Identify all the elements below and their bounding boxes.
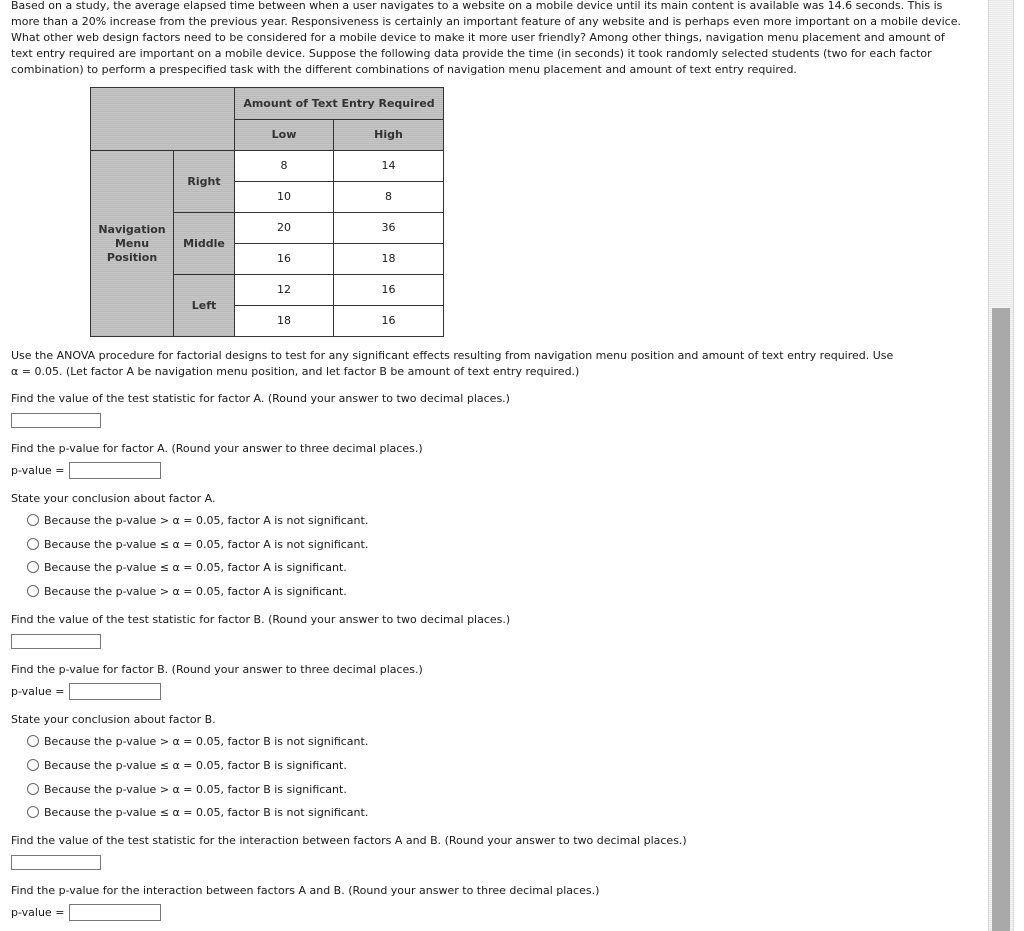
scrollbar-thumb[interactable] xyxy=(992,308,1010,931)
question-stat-b: Find the value of the test statistic for factor B. (Round your answer to two decimal places.) xyxy=(11,613,511,626)
radio-button[interactable] xyxy=(27,759,39,771)
table-cell: 14 xyxy=(334,151,444,182)
question-p-a: Find the p-value for factor A. (Round your answer to three decimal places.) xyxy=(11,442,423,455)
row-label-middle: Middle xyxy=(174,213,235,275)
col-high-header: High xyxy=(334,120,444,151)
row-header xyxy=(90,151,174,337)
question-p-ab: Find the p-value for the interaction between factors A and B. (Round your answer to three decimal places.) xyxy=(11,884,600,897)
conclusion-b-prompt: State your conclusion about factor B. xyxy=(11,713,216,726)
option-label: Because the p-value ≤ α = 0.05, factor A is not significant. xyxy=(44,538,369,551)
p-value-label-a: p-value = xyxy=(11,464,65,477)
stat-ab-input[interactable] xyxy=(11,855,101,870)
p-value-ab-input[interactable] xyxy=(69,904,161,921)
option-a-2[interactable] xyxy=(27,537,368,553)
radio-button[interactable] xyxy=(27,585,39,597)
p-value-b-input[interactable] xyxy=(69,683,161,700)
table-cell: 16 xyxy=(334,275,444,306)
table-cell: 16 xyxy=(235,244,334,275)
option-label: Because the p-value ≤ α = 0.05, factor B is significant. xyxy=(44,759,347,772)
option-label: Because the p-value ≤ α = 0.05, factor B is not significant. xyxy=(44,806,369,819)
table-cell: 16 xyxy=(334,306,444,337)
table-cell: 12 xyxy=(235,275,334,306)
option-b-1[interactable] xyxy=(27,734,368,750)
table-cell: 8 xyxy=(235,151,334,182)
p-value-label-ab: p-value = xyxy=(11,906,65,919)
radio-button[interactable] xyxy=(27,538,39,550)
option-a-4[interactable] xyxy=(27,584,347,600)
col-header: Amount of Text Entry Required xyxy=(235,87,444,120)
option-label: Because the p-value > α = 0.05, factor A is not significant. xyxy=(44,514,369,527)
radio-button[interactable] xyxy=(27,783,39,795)
radio-button[interactable] xyxy=(27,806,39,818)
option-label: Because the p-value > α = 0.05, factor A is significant. xyxy=(44,585,347,598)
table-cell: 18 xyxy=(235,306,334,337)
option-a-1[interactable] xyxy=(27,513,368,529)
question-p-b: Find the p-value for factor B. (Round your answer to three decimal places.) xyxy=(11,663,423,676)
stat-a-input[interactable] xyxy=(11,413,101,428)
data-table xyxy=(90,87,444,337)
problem-intro: Based on a study, the average elapsed time between when a user navigates to a website on a mobile device until its main content is available was 14.6 seconds. This is more than a 20% increase from the previous year. Responsiveness is certainly an important feature of any website and is perhaps even more important on a mobile device. What other web design factors need to be considered for a mobile device to make it more user friendly? Among other things, navigation menu placement and amount of text entry required are important on a mobile device. Suppose the following data provide the time (in seconds) it took randomly selected students (two for each factor combination) to perform a prespecified task with the different combinations of navigation menu placement and amount of text entry required. xyxy=(11,0,961,76)
table-cell: 36 xyxy=(334,213,444,244)
row-label-right: Right xyxy=(174,151,235,213)
instructions-line-1: Use the ANOVA procedure for factorial designs to test for any significant effects resulting from navigation menu position and amount of text entry required. Use xyxy=(11,349,894,362)
table-corner xyxy=(90,87,235,151)
option-label: Because the p-value > α = 0.05, factor B is not significant. xyxy=(44,735,369,748)
option-b-4[interactable] xyxy=(27,805,368,821)
table-cell: 8 xyxy=(334,182,444,213)
table-cell: 18 xyxy=(334,244,444,275)
option-label: Because the p-value ≤ α = 0.05, factor A is significant. xyxy=(44,561,347,574)
table-cell: 10 xyxy=(235,182,334,213)
conclusion-a-prompt: State your conclusion about factor A. xyxy=(11,492,216,505)
option-b-3[interactable] xyxy=(27,782,347,798)
table-cell: 20 xyxy=(235,213,334,244)
col-low-header: Low xyxy=(235,120,334,151)
row-label-left: Left xyxy=(174,275,235,337)
option-label: Because the p-value > α = 0.05, factor B is significant. xyxy=(44,783,347,796)
p-value-label-b: p-value = xyxy=(11,685,65,698)
option-b-2[interactable] xyxy=(27,758,347,774)
row-header-label: Navigation Menu Position xyxy=(98,222,166,264)
question-stat-a: Find the value of the test statistic for factor A. (Round your answer to two decimal places.) xyxy=(11,392,510,405)
instructions-line-2: α = 0.05. (Let factor A be navigation menu position, and let factor B be amount of text entry required.) xyxy=(11,365,580,378)
p-value-a-input[interactable] xyxy=(69,462,161,479)
radio-button[interactable] xyxy=(27,514,39,526)
question-stat-ab: Find the value of the test statistic for the interaction between factors A and B. (Round your answer to two decimal places.) xyxy=(11,834,687,847)
stat-b-input[interactable] xyxy=(11,634,101,649)
radio-button[interactable] xyxy=(27,735,39,747)
radio-button[interactable] xyxy=(27,561,39,573)
option-a-3[interactable] xyxy=(27,560,347,576)
